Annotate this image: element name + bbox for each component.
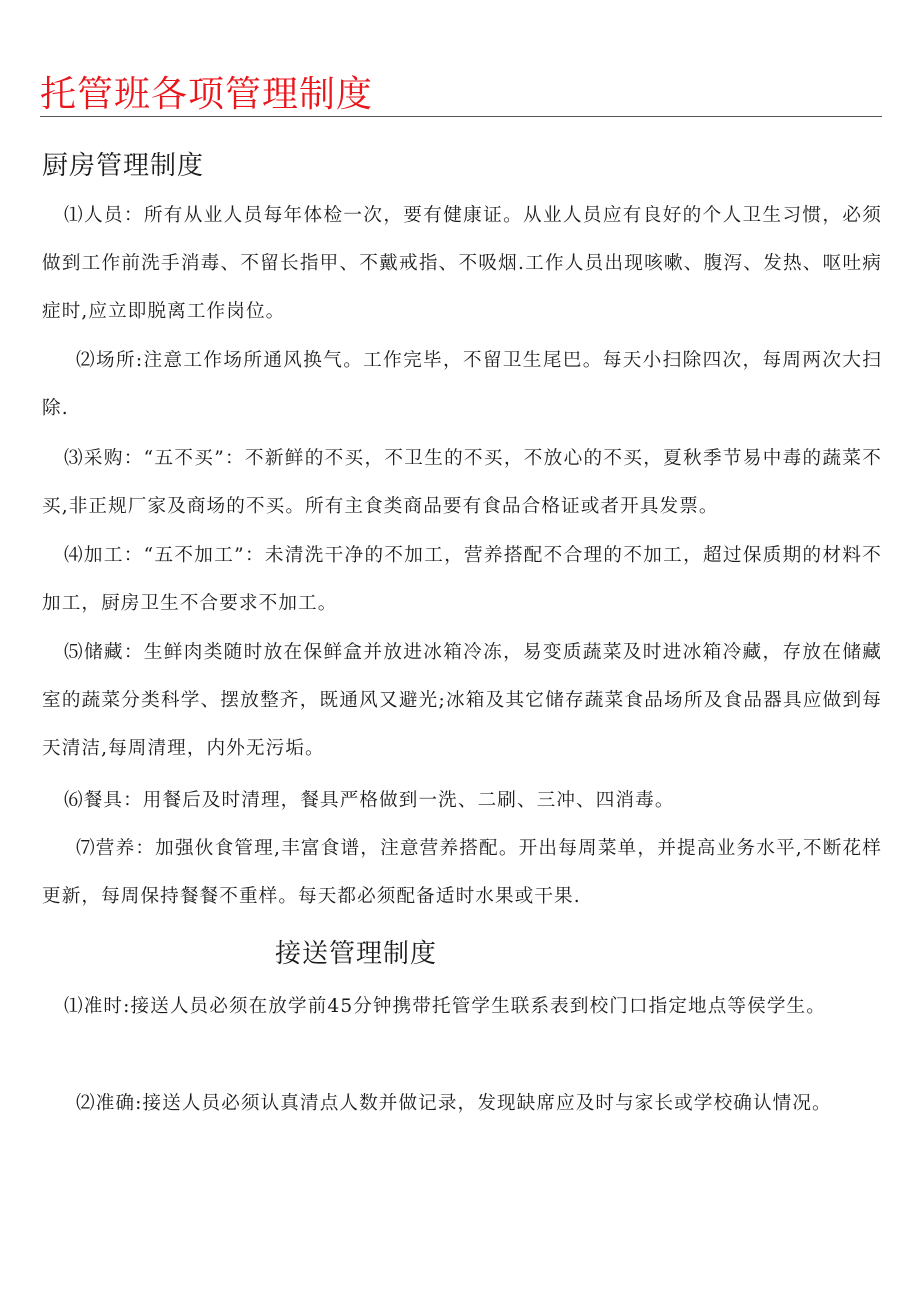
- title-divider: [40, 116, 882, 117]
- kitchen-rule-purchasing: ⑶采购：“五不买”：不新鲜的不买，不卫生的不买，不放心的不买，夏秋季节易中毒的蔬菜不买,非正规厂家及商场的不买。所有主食类商品要有食品合格证或者开具发票。: [42, 448, 882, 517]
- kitchen-rule-nutrition: ⑺营养：加强伙食管理,丰富食谱，注意营养搭配。开出每周菜单，并提高业务水平,不断花样更新，每周保持餐餐不重样。每天都必须配备适时水果或干果.: [42, 838, 882, 907]
- kitchen-rule-storage: ⑸储藏：生鲜肉类随时放在保鲜盒并放进冰箱冷冻，易变质蔬菜及时进冰箱冷藏，存放在储藏室的蔬菜分类科学、摆放整齐，既通风又避光;冰箱及其它储存蔬菜食品场所及食品器具应做到每天清洁,每周清理，内外无污垢。: [42, 642, 882, 759]
- kitchen-rule-premises: ⑵场所:注意工作场所通风换气。工作完毕，不留卫生尾巴。每天小扫除四次，每周两次大扫除.: [42, 350, 882, 419]
- kitchen-rule-staff: ⑴人员：所有从业人员每年体检一次，要有健康证。从业人员应有良好的个人卫生习惯，必须做到工作前洗手消毒、不留长指甲、不戴戒指、不吸烟.工作人员出现咳嗽、腹泻、发热、呕吐病症时,应立即脱离工作岗位。: [42, 205, 882, 322]
- kitchen-rule-processing: ⑷加工：“五不加工”：未清洗干净的不加工，营养搭配不合理的不加工，超过保质期的材料不加工，厨房卫生不合要求不加工。: [42, 545, 882, 614]
- section-heading-kitchen: 厨房管理制度: [42, 151, 205, 181]
- section-heading-pickup: 接送管理制度: [275, 939, 438, 969]
- kitchen-rule-tableware: ⑹餐具：用餐后及时清理，餐具严格做到一洗、二刷、三冲、四消毒。: [64, 790, 675, 811]
- document-title: 托管班各项管理制度: [40, 74, 374, 115]
- pickup-rule-punctuality: ⑴准时:接送人员必须在放学前45分钟携带托管学生联系表到校门口指定地点等侯学生。: [64, 996, 826, 1017]
- pickup-rule-accuracy: ⑵准确:接送人员必须认真清点人数并做记录，发现缺席应及时与家长或学校确认情况。: [76, 1093, 832, 1114]
